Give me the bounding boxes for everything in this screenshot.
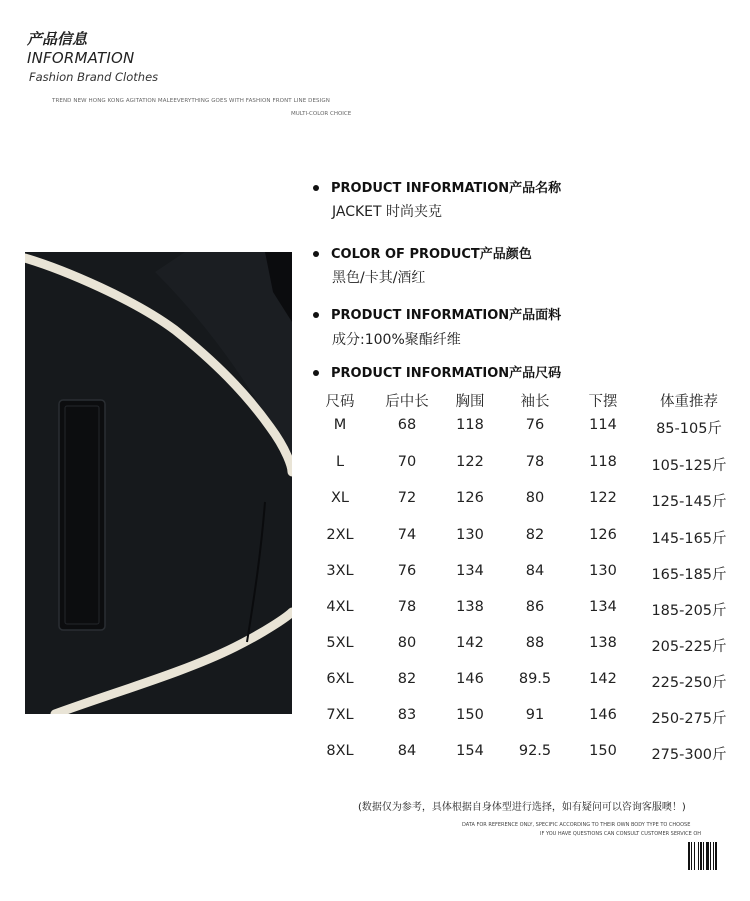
size-table-cell: 146 [589,707,617,723]
size-table-cell: 76 [525,417,545,433]
header-subtitle: Fashion Brand Clothes [29,70,159,84]
size-table-cell: 84 [397,743,417,759]
reference-note: (数据仅为参考，具体根据自身体型进行选择，如有疑问可以咨询客服噢！) [358,802,686,813]
barcode-bar [700,842,702,870]
size-table-cell: 250-275斤 [651,711,727,727]
size-table-cell: 8XL [326,743,354,759]
size-table-row [318,671,738,691]
bullet-icon [313,370,319,376]
size-table-cell: 7XL [326,707,354,723]
size-table-cell: 138 [589,635,617,651]
size-table-cell: 154 [456,743,484,759]
size-table-cell: 74 [397,527,417,543]
section-product-name-title: PRODUCT INFORMATION产品名称 [313,177,561,196]
size-table-cell: 91 [525,707,545,723]
size-table-cell: 72 [397,490,417,506]
barcode-icon [688,842,728,870]
size-table-cell: 83 [397,707,417,723]
header-title-cn: 产品信息 [27,30,88,48]
size-table-cell: 225-250斤 [651,675,727,691]
section-color-value: 黑色/卡其/酒红 [332,270,426,286]
barcode-bar [706,842,709,870]
size-table-cell: M [333,417,347,433]
size-table-row [318,599,738,619]
bullet-icon [313,312,319,318]
size-table-cell: XL [330,490,350,506]
size-table-header-cell: 体重推荐 [660,394,718,410]
size-table-cell: 89.5 [518,671,552,687]
size-table-cell: 3XL [326,563,354,579]
size-table-row [318,563,738,583]
barcode-bar [713,842,714,870]
size-table-cell: 78 [525,454,545,470]
size-table-row [318,490,738,510]
size-table-cell: 145-165斤 [651,531,727,547]
header-tagline: TREND NEW HONG KONG AGITATION MALEEVERYTHING GOES WITH FASHION FRONT LINE DESIGN [52,98,330,104]
size-table-cell: 6XL [326,671,354,687]
size-table-row [318,527,738,547]
size-table-cell: 92.5 [518,743,552,759]
size-table-cell: 78 [397,599,417,615]
size-table-header-cell: 后中长 [385,394,429,410]
size-table-cell: 5XL [326,635,354,651]
size-table-cell: 82 [525,527,545,543]
barcode-bar [703,842,704,870]
size-table-row [318,707,738,727]
section-fabric-title: PRODUCT INFORMATION产品面料 [313,304,561,323]
size-table-cell: 125-145斤 [651,494,727,510]
size-table-cell: 88 [525,635,545,651]
size-table-header-cell: 下摆 [588,394,618,410]
size-table-row [318,635,738,655]
size-table-header-cell: 胸围 [455,394,485,410]
barcode-bar [688,842,690,870]
size-table-row [318,417,738,437]
bullet-icon [313,185,319,191]
size-table-cell: 82 [397,671,417,687]
size-table-cell: 4XL [326,599,354,615]
size-table-header-cell: 尺码 [325,394,355,410]
barcode-bar [710,842,711,870]
size-table-cell: 84 [525,563,545,579]
reference-note-en-2: IF YOU HAVE QUESTIONS CAN CONSULT CUSTOMER SERVICE OH [540,831,702,837]
size-table-row [318,454,738,474]
size-table-cell: 80 [525,490,545,506]
barcode-bar [698,842,699,870]
size-table-cell: 185-205斤 [651,603,727,619]
size-table-cell: 105-125斤 [651,458,727,474]
header-title-en: INFORMATION [27,49,135,67]
size-table-cell: 146 [456,671,484,687]
size-table-cell: 134 [456,563,484,579]
size-table-cell: 130 [589,563,617,579]
size-table-cell: L [335,454,345,470]
size-table-cell: 70 [397,454,417,470]
size-table-cell: 122 [456,454,484,470]
size-table-cell: 126 [589,527,617,543]
size-table-cell: 68 [397,417,417,433]
size-table-cell: 85-105斤 [656,421,722,437]
size-table-cell: 2XL [326,527,354,543]
size-table-cell: 86 [525,599,545,615]
size-table-cell: 118 [456,417,484,433]
size-table-row [318,743,738,763]
size-table-cell: 126 [456,490,484,506]
size-table-cell: 80 [397,635,417,651]
size-table-cell: 142 [456,635,484,651]
size-table-cell: 130 [456,527,484,543]
size-table-cell: 275-300斤 [651,747,727,763]
bullet-icon [313,251,319,257]
barcode-bar [715,842,717,870]
section-fabric-value: 成分:100%聚酯纤维 [332,332,461,348]
section-product-name-value: JACKET 时尚夹克 [332,204,443,220]
barcode-bar [694,842,695,870]
barcode-bar [691,842,692,870]
size-table-cell: 118 [589,454,617,470]
section-size-title: PRODUCT INFORMATION产品尺码 [313,362,561,381]
section-color-title: COLOR OF PRODUCT产品颜色 [313,243,532,262]
size-table-cell: 76 [397,563,417,579]
size-table-header-cell: 袖长 [520,394,550,410]
size-table-cell: 142 [589,671,617,687]
size-table-cell: 134 [589,599,617,615]
reference-note-en: DATA FOR REFERENCE ONLY, SPECIFIC ACCORDING TO THEIR OWN BODY TYPE TO CHOOSE [462,822,691,828]
size-table-header [318,390,738,410]
size-table-cell: 114 [589,417,617,433]
size-table-cell: 205-225斤 [651,639,727,655]
jacket-detail-photo [25,252,292,714]
size-table-cell: 122 [589,490,617,506]
header-tagline-2: MULTI-COLOR CHOICE [291,111,352,117]
size-table-cell: 150 [456,707,484,723]
size-table-cell: 138 [456,599,484,615]
size-table-cell: 150 [589,743,617,759]
size-table-cell: 165-185斤 [651,567,727,583]
